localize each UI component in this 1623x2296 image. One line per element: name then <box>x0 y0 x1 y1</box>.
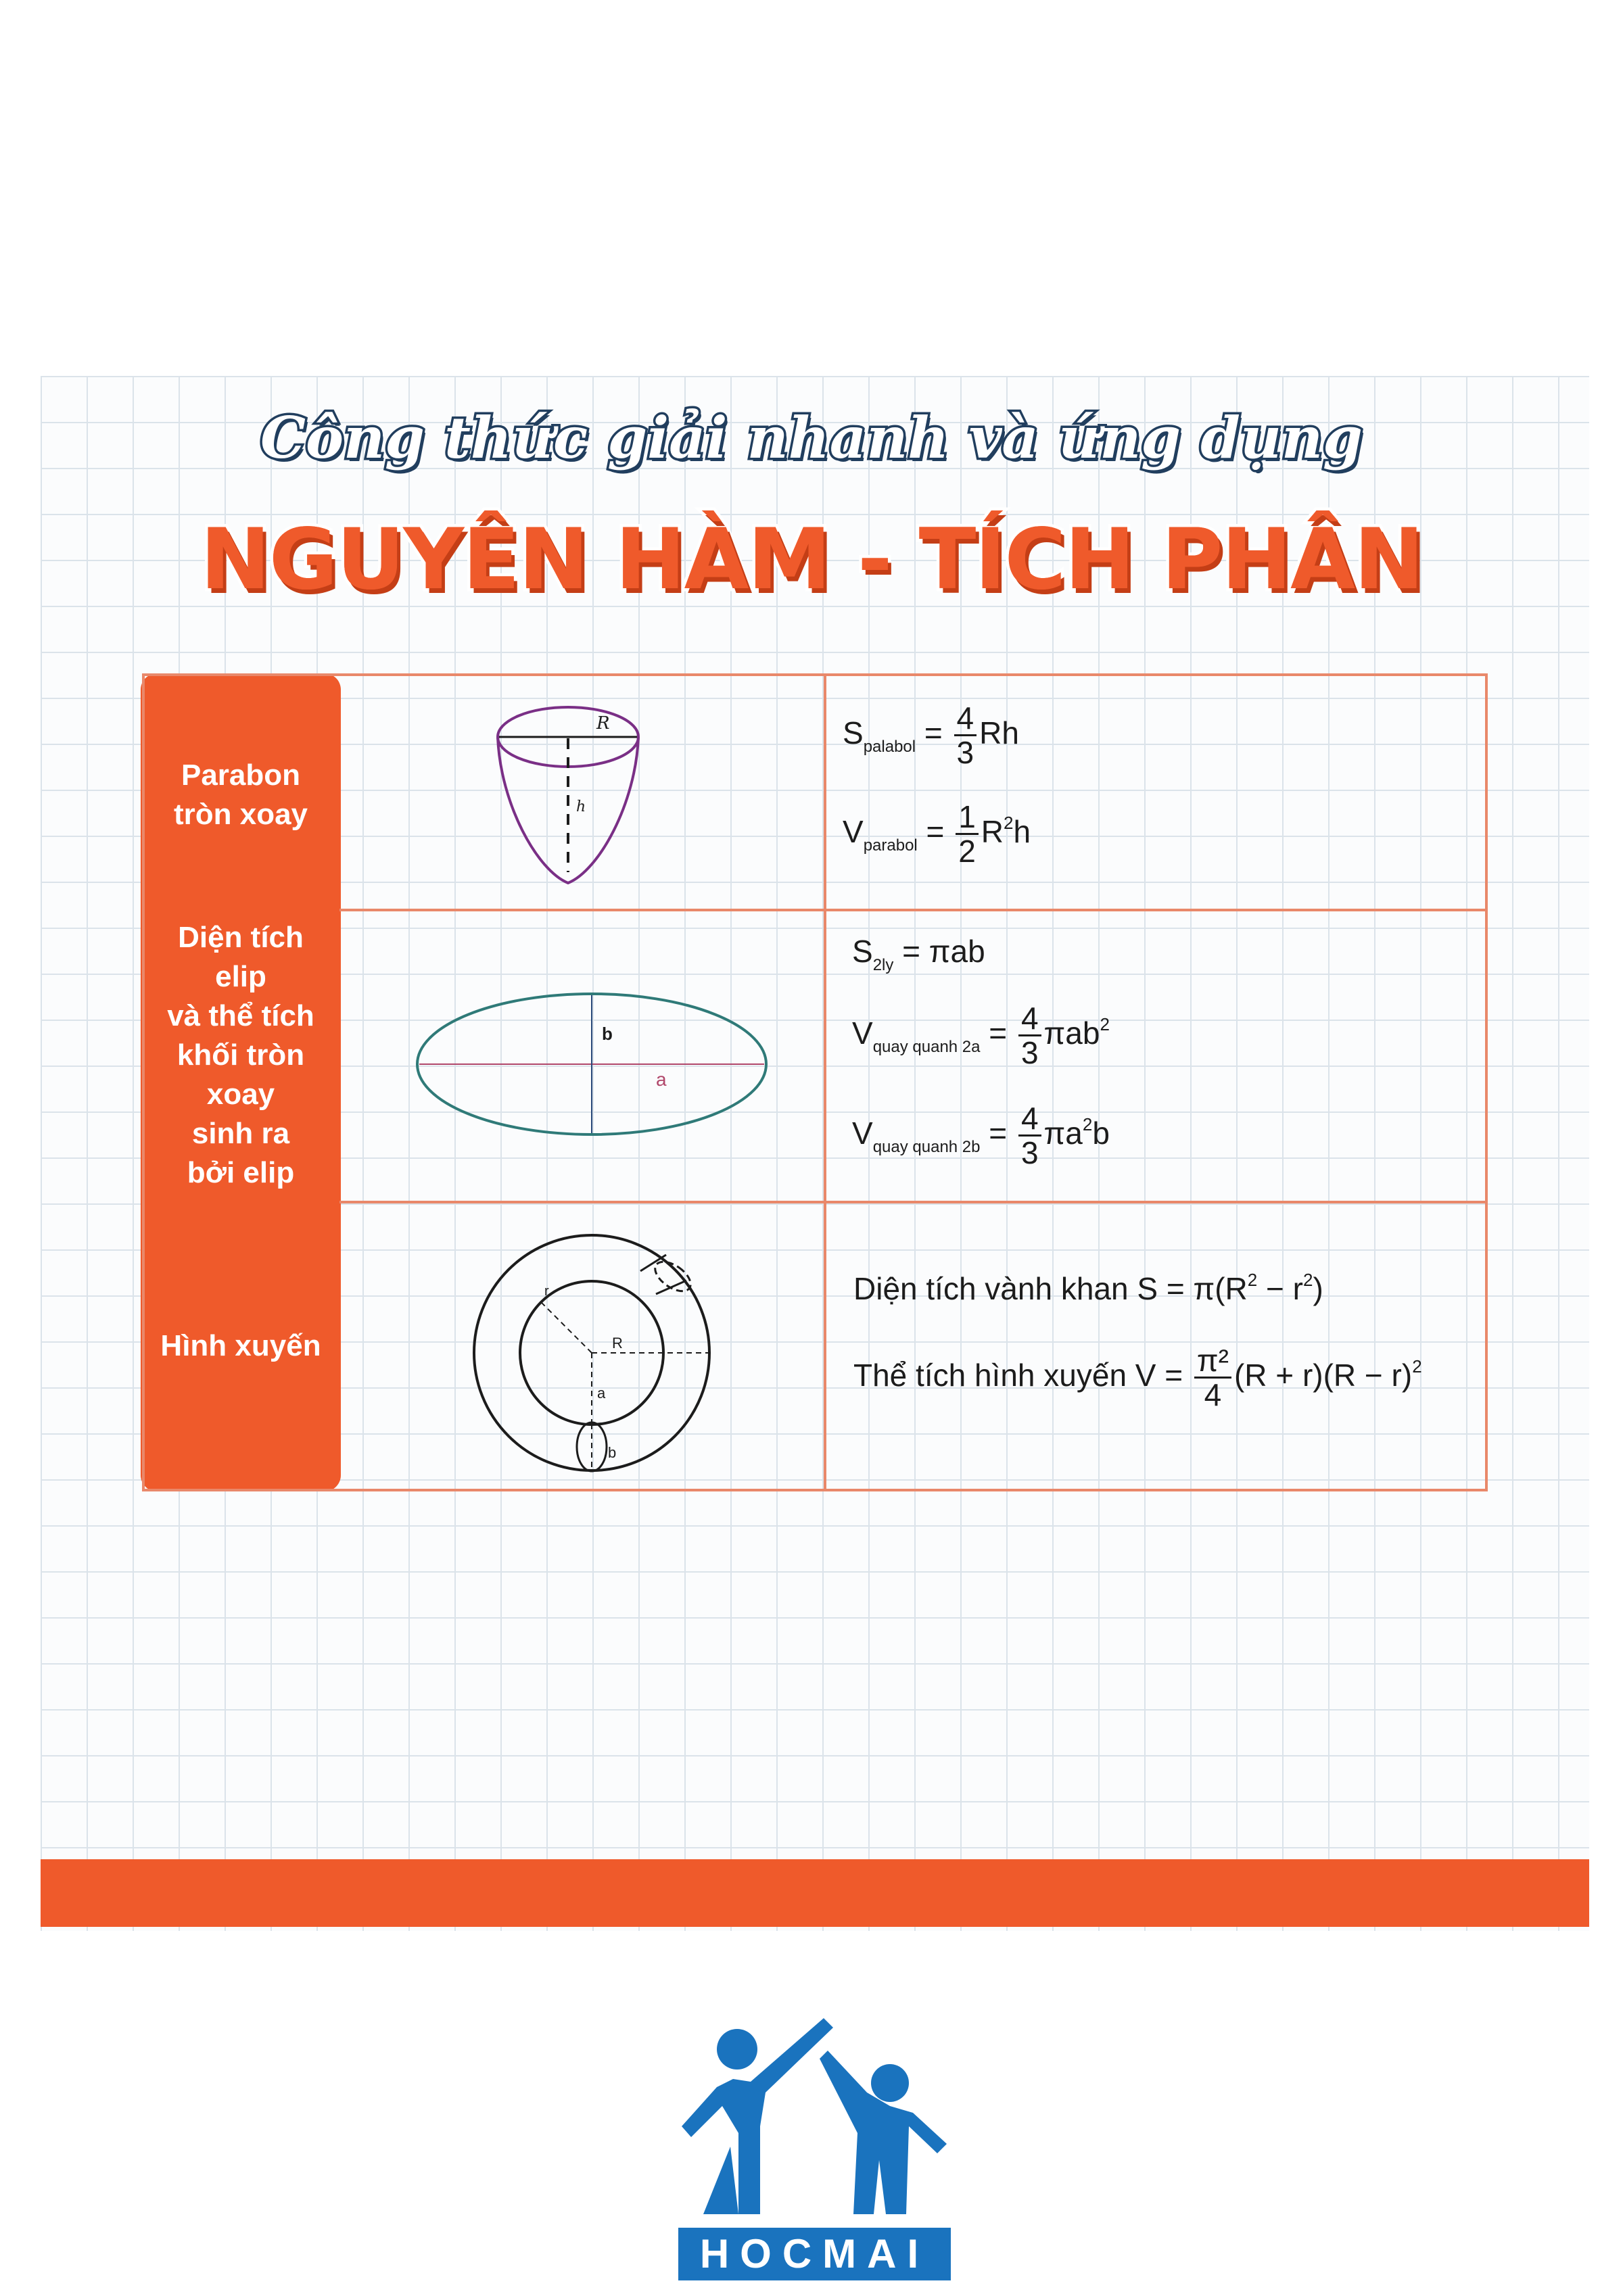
formula-ellipse-area: $S_{2ly} = \pi ab$ <box>852 934 985 974</box>
formula-torus-volume: Thể tích hình xuyến V = $\frac{\text{π²}}{4}$ $(R + r)(R - r)^2$ <box>853 1343 1422 1413</box>
formula-parabol-area: $S_{palabol}$ = $\frac{4}{3}$ Rh <box>843 700 1019 771</box>
formula-annulus-area: Diện tích vành khan $S = \pi(R^2 - r^2)$ <box>853 1270 1323 1306</box>
formula-ellipse-volume-2b: $V_{quay quanh 2b}$ = $\frac{4}{3}$ $\pi a^2b$ <box>852 1101 1110 1171</box>
formula-ellipse-volume-2a: $V_{quay quanh 2a}$ = $\frac{4}{3}$ πab$^2$ <box>852 1001 1110 1071</box>
ellipse-figure <box>406 984 778 1147</box>
page-title: NGUYÊN HÀM - TÍCH PHÂN <box>200 511 1423 608</box>
torus-a-label: a <box>597 1385 606 1402</box>
footer-bar <box>41 1859 1589 1927</box>
torus-figure <box>463 1221 720 1485</box>
outer-radius-label: R <box>612 1335 623 1352</box>
formula-table <box>142 673 1488 1491</box>
inner-radius-label: r <box>544 1284 549 1299</box>
page-subtitle: Công thức giải nhanh và ứng dụng <box>260 404 1363 471</box>
row-label-torus: Hình xuyến <box>160 1329 321 1362</box>
radius-label: R <box>596 713 610 734</box>
row-label-parabol: Parabon tròn xoay <box>173 759 308 831</box>
height-label: h <box>576 798 586 815</box>
semi-axis-b-label: b <box>602 1024 613 1044</box>
paraboloid-figure <box>480 690 656 892</box>
torus-b-label: b <box>608 1444 617 1461</box>
formula-parabol-volume: $V_{parabol}$ = $\frac{1}{2}$ $R^2h$ <box>843 799 1031 869</box>
row-label-ellipse: Diện tích elip và thể tích khối tròn xoay sinh ra bởi elip <box>167 921 314 1189</box>
logo-wordmark: HOCMAI <box>678 2228 951 2280</box>
semi-axis-a-label: a <box>656 1069 667 1090</box>
